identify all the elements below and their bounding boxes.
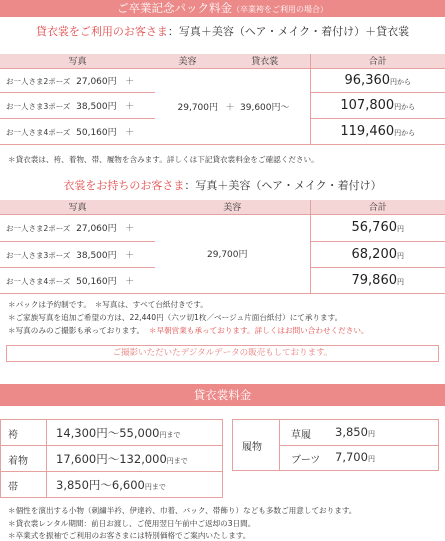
kimono-price bbox=[56, 451, 188, 467]
kimono-unit: 円まで bbox=[166, 457, 188, 465]
plan-banner-title: ご卒業記念パック料金 bbox=[117, 1, 232, 15]
total-value: 56,760 bbox=[351, 220, 397, 235]
kimono-value: 17,600円～132,000 bbox=[56, 452, 167, 466]
pose-cell bbox=[0, 241, 155, 267]
photo-price: 50,160円 bbox=[76, 127, 117, 138]
plus-sign: ＋ bbox=[125, 101, 135, 112]
obi-value: 3,850円～6,600 bbox=[56, 478, 145, 492]
rental-price: 39,600円～ bbox=[240, 68, 310, 144]
section2-heading bbox=[0, 177, 445, 193]
table-row bbox=[0, 214, 445, 241]
header-photo: 写真 bbox=[0, 200, 155, 214]
rental-package-table bbox=[0, 54, 445, 145]
photo-price: 38,500円 bbox=[76, 101, 117, 112]
total-value: 119,460 bbox=[340, 123, 395, 139]
boots-price bbox=[335, 450, 375, 464]
obi-unit: 円まで bbox=[144, 483, 166, 491]
pose-cell bbox=[0, 118, 155, 144]
header-total: 合計 bbox=[310, 54, 445, 68]
notes-line3 bbox=[8, 325, 369, 336]
total-cell bbox=[310, 241, 445, 267]
header-total: 合計 bbox=[310, 200, 445, 214]
total-cell bbox=[310, 267, 445, 293]
divider bbox=[1, 445, 222, 446]
own-costume-table bbox=[0, 200, 445, 294]
total-cell bbox=[310, 92, 445, 118]
table-row bbox=[0, 68, 445, 92]
zori-value: 3,850 bbox=[335, 425, 368, 439]
boots-label: ブーツ bbox=[291, 455, 321, 466]
plan-banner-subtitle: （卒業袴をご利用の場合） bbox=[232, 5, 328, 14]
total-unit: 円 bbox=[397, 225, 404, 233]
header-photo: 写真 bbox=[0, 54, 155, 68]
rental-banner bbox=[0, 384, 445, 406]
pose-cell bbox=[0, 92, 155, 118]
pose-cell bbox=[0, 267, 155, 293]
section1-heading-red: 貸衣裳をご利用のお客さま bbox=[35, 25, 168, 38]
rental-note-2: ＊貸衣裳レンタル期間：前日お渡し、ご使用翌日午前中ご返却の3日間。 bbox=[8, 519, 256, 528]
total-cell bbox=[310, 68, 445, 92]
beauty-price: 29,700円 bbox=[155, 214, 310, 293]
pose-label: お一人さま3ポーズ bbox=[6, 101, 71, 111]
table-header-row bbox=[0, 200, 445, 214]
notes-line2: ＊ご家族写真を追加ご希望の方は、22,440円（六ツ切1枚／ベージュ片面台紙付）にて承ります。 bbox=[8, 313, 343, 322]
hakama-value: 14,300円～55,000 bbox=[56, 426, 160, 440]
photo-price: 38,500円 bbox=[76, 250, 117, 261]
footwear-box bbox=[232, 419, 439, 471]
pose-label: お一人さま2ポーズ bbox=[6, 224, 71, 233]
kimono-label: 着物 bbox=[8, 456, 28, 467]
total-value: 68,200 bbox=[351, 246, 397, 262]
total-unit: 円から bbox=[394, 102, 416, 111]
pose-label: お一人さま4ポーズ bbox=[6, 276, 71, 286]
pose-label: お一人さま3ポーズ bbox=[6, 250, 71, 260]
total-value: 107,800 bbox=[340, 97, 395, 113]
plan-banner bbox=[0, 0, 445, 17]
divider bbox=[46, 420, 47, 497]
section1-heading bbox=[0, 23, 445, 39]
photo-price: 50,160円 bbox=[76, 276, 117, 287]
pose-cell bbox=[0, 68, 155, 92]
rental-note-3: ＊卒業式を振袖でご利用のお客さまには特別価格でご案内いたします。 bbox=[8, 531, 251, 540]
pose-cell bbox=[0, 214, 155, 241]
rental-note: ＊貸衣裳は、袴、着物、帯、履物を含みます。詳しくは下記貸衣裳料金をご確認ください。 bbox=[8, 155, 319, 164]
header-beauty: 美容 bbox=[155, 54, 220, 68]
pose-label: お一人さま4ポーズ bbox=[6, 127, 71, 137]
hakama-unit: 円まで bbox=[159, 431, 181, 439]
header-rental: 貸衣裳 bbox=[220, 54, 310, 68]
obi-price bbox=[56, 477, 166, 493]
photo-price: 27,060円 bbox=[76, 224, 117, 234]
footwear-label: 履物 bbox=[242, 442, 262, 453]
zori-label: 草履 bbox=[291, 430, 311, 441]
total-cell bbox=[310, 118, 445, 144]
plus-sign: ＋ bbox=[125, 76, 135, 87]
obi-label: 帯 bbox=[8, 482, 18, 493]
total-value: 96,360 bbox=[344, 72, 391, 88]
total-unit: 円 bbox=[397, 277, 404, 286]
header-beauty: 美容 bbox=[155, 200, 310, 214]
plus-sign: ＋ bbox=[125, 276, 135, 287]
boots-unit: 円 bbox=[367, 455, 375, 463]
total-value: 79,860 bbox=[351, 272, 397, 288]
zori-unit: 円 bbox=[367, 430, 375, 438]
pose-label: お一人さま2ポーズ bbox=[6, 76, 71, 86]
plus-sign: ＋ bbox=[125, 250, 135, 261]
rental-note-1: ＊個性を演出する小物（刺繍半衿、伊達衿、巾着、バック、帯飾り）なども多数ご用意しております。 bbox=[8, 506, 357, 515]
table-header-row bbox=[0, 54, 445, 68]
total-cell bbox=[310, 214, 445, 241]
hakama-price bbox=[56, 425, 180, 441]
rental-banner-title: 貸衣裳料金 bbox=[193, 388, 252, 402]
divider bbox=[279, 445, 438, 446]
beauty-price: 29,700円 bbox=[155, 68, 220, 144]
plus-sign: ＋ bbox=[220, 68, 240, 144]
divider bbox=[1, 471, 222, 472]
digital-data-box: ご撮影いただいたデジタルデータの販売もしております。 bbox=[6, 345, 439, 362]
total-unit: 円から bbox=[390, 77, 412, 86]
section2-heading-rest: ：写真＋美容（ヘア・メイク・着付け） bbox=[184, 179, 382, 192]
total-unit: 円 bbox=[397, 251, 404, 260]
photo-price: 27,060円 bbox=[76, 76, 117, 87]
section1-heading-rest: ：写真＋美容（ヘア・メイク・着付け）＋貸衣裳 bbox=[167, 25, 410, 38]
notes-line3b: ＊早朝営業も承っております。詳しくはお問い合わせください。 bbox=[148, 326, 369, 335]
zori-price bbox=[335, 425, 375, 439]
plus-sign: ＋ bbox=[125, 127, 135, 138]
boots-value: 7,700 bbox=[335, 450, 368, 464]
plus-sign: ＋ bbox=[125, 224, 135, 234]
hakama-label: 袴 bbox=[8, 430, 18, 441]
total-unit: 円から bbox=[394, 128, 416, 137]
rental-prices-box bbox=[0, 419, 223, 498]
section2-heading-red: 衣裳をお持ちのお客さま bbox=[63, 179, 185, 192]
notes-line1: ＊パックは予約制です。 ＊写真は、すべて台紙付きです。 bbox=[8, 300, 208, 309]
notes-line3a: ＊写真のみのご撮影も承っております。 bbox=[8, 326, 145, 335]
